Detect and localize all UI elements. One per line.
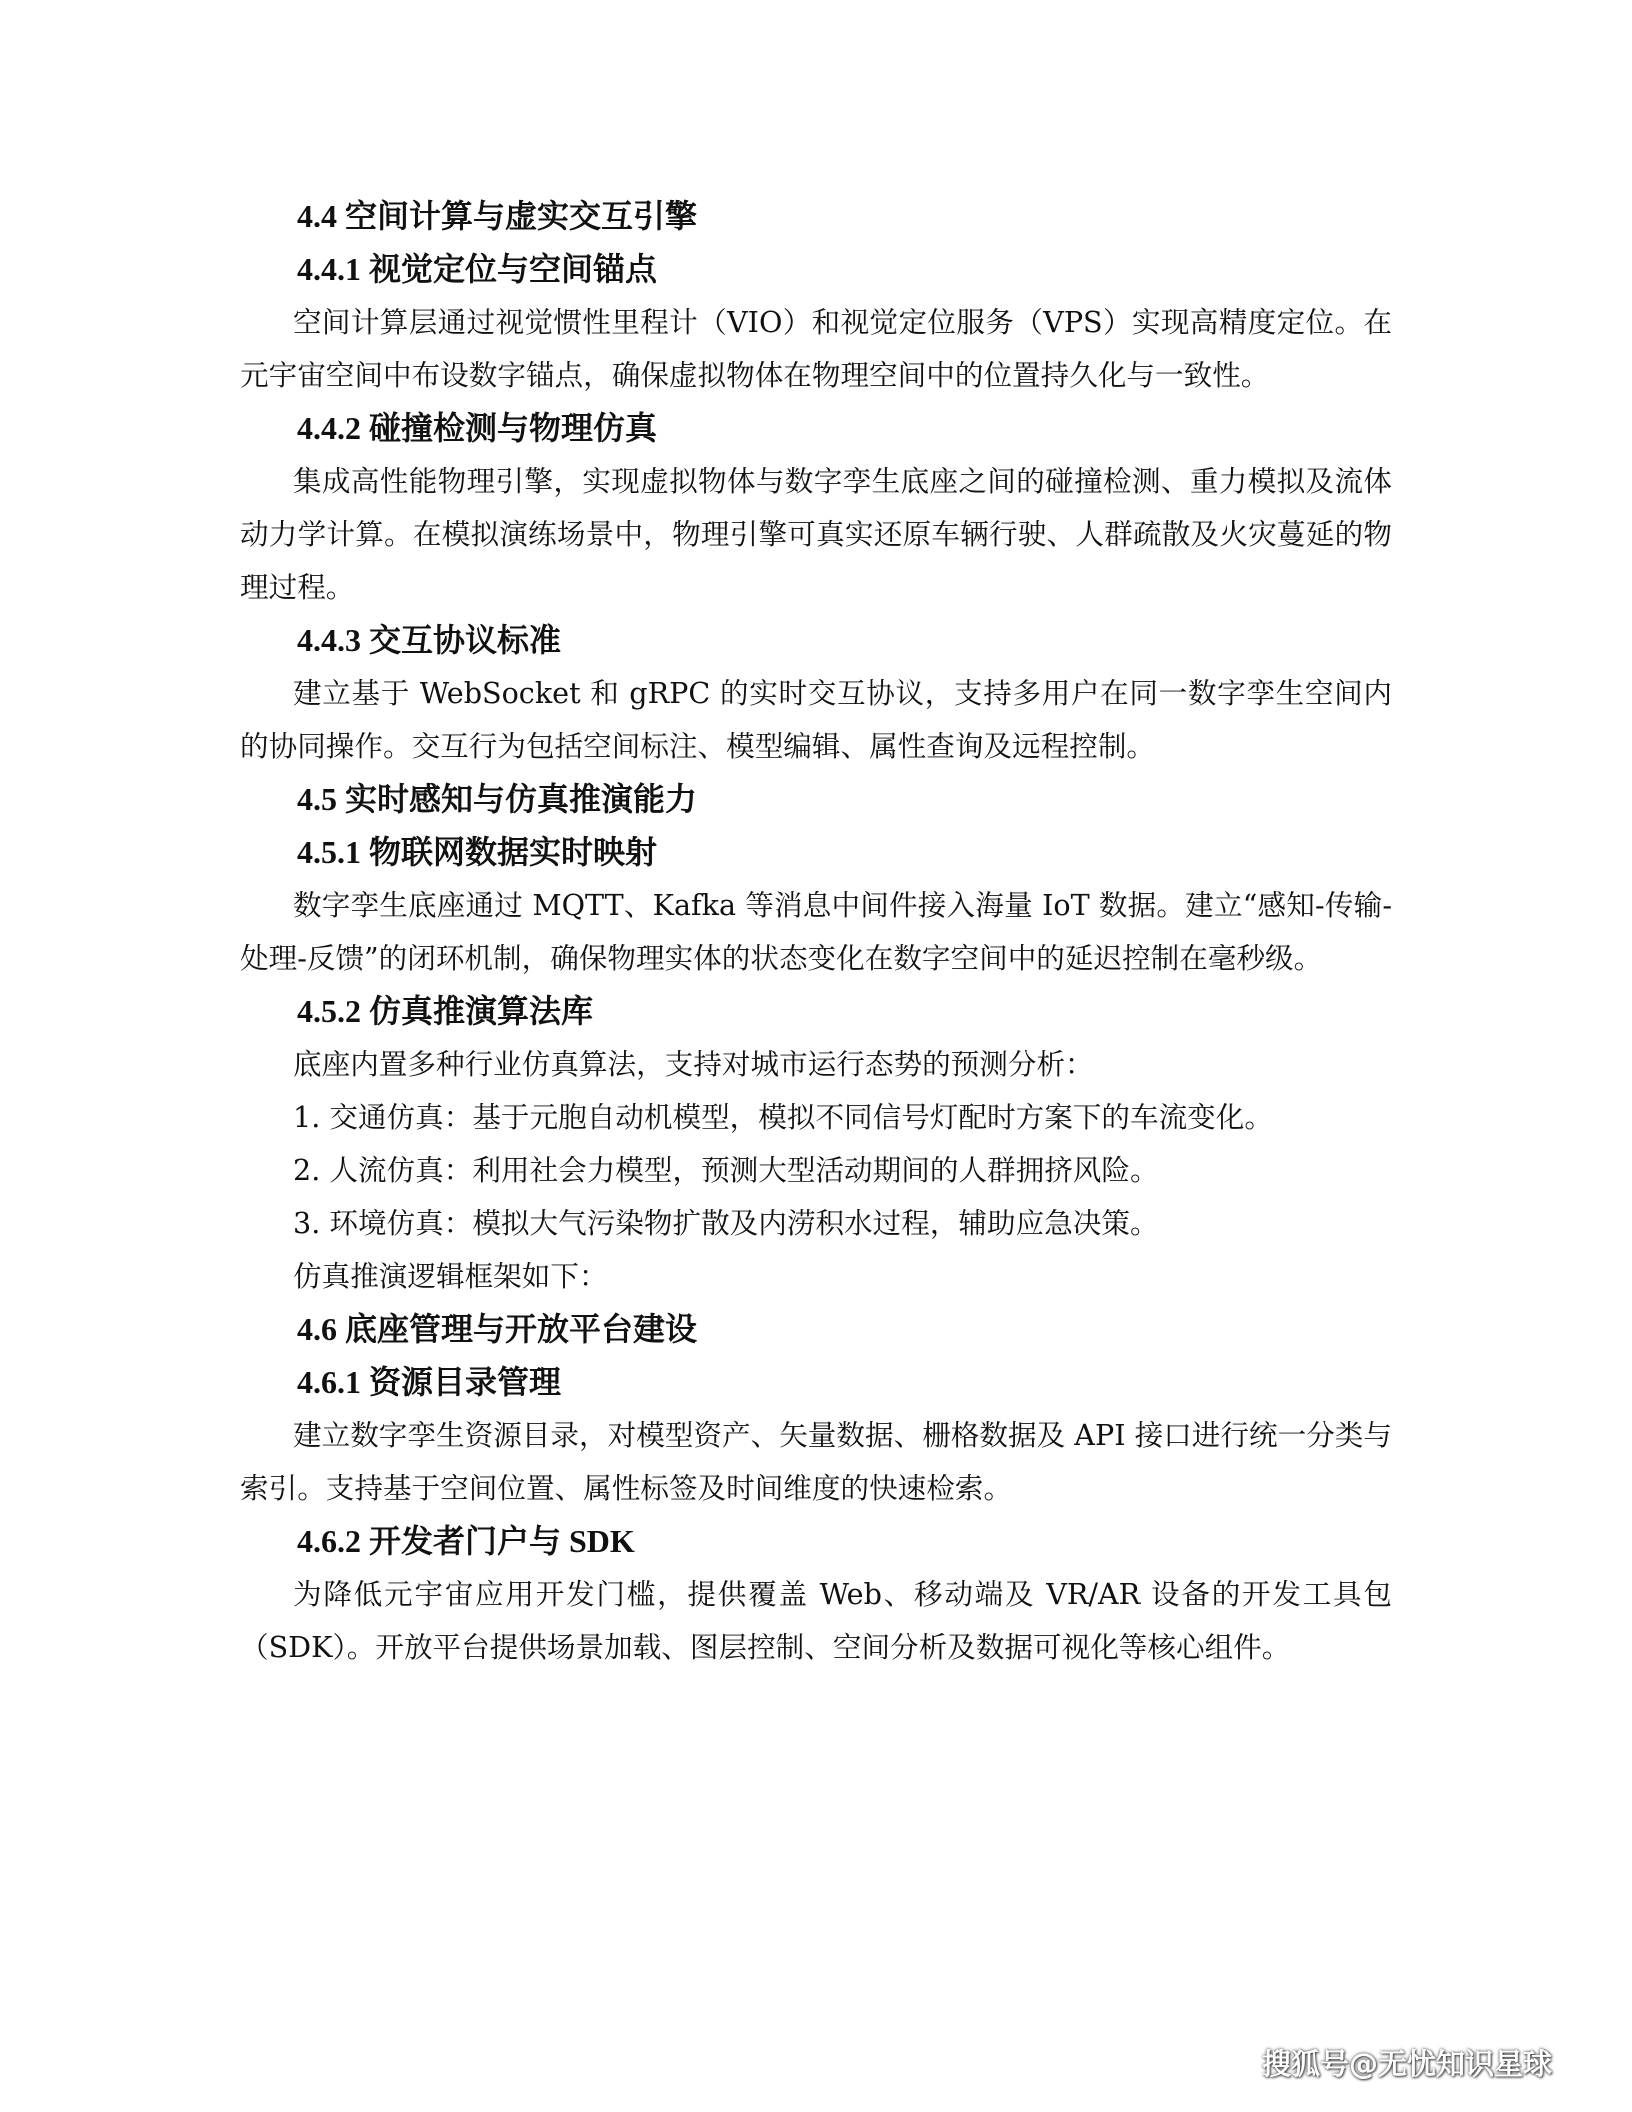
list-item: 3. 环境仿真：模拟大气污染物扩散及内涝积水过程，辅助应急决策。 xyxy=(293,1206,1159,1240)
watermark: 搜狐号@无忧知识星球 xyxy=(1262,2047,1553,2081)
subsection-heading: 4.6.1 资源目录管理 xyxy=(297,1364,562,1400)
paragraph: 底座内置多种行业仿真算法，支持对城市运行态势的预测分析： xyxy=(293,1047,1094,1081)
paragraph: 集成高性能物理引擎，实现虚拟物体与数字孪生底座之间的碰撞检测、重力模拟及流体动力学计算。在模拟演练场景中，物理引擎可真实还原车辆行驶、人群疏散及火灾蔓延的物理过程。 xyxy=(240,464,1392,604)
subsection-heading: 4.5.1 物联网数据实时映射 xyxy=(297,834,658,870)
subsection-heading: 4.6.2 开发者门户与 SDK xyxy=(297,1523,635,1559)
subsection-heading: 4.4.3 交互协议标准 xyxy=(297,622,562,658)
paragraph: 建立数字孪生资源目录，对模型资产、矢量数据、栅格数据及 API 接口进行统一分类与索引。支持基于空间位置、属性标签及时间维度的快速检索。 xyxy=(240,1418,1392,1505)
section-heading: 4.6 底座管理与开放平台建设 xyxy=(297,1311,698,1347)
list-item: 1. 交通仿真：基于元胞自动机模型，模拟不同信号灯配时方案下的车流变化。 xyxy=(293,1100,1273,1134)
subsection-heading: 4.4.2 碰撞检测与物理仿真 xyxy=(297,410,658,446)
paragraph: 数字孪生底座通过 MQTT、Kafka 等消息中间件接入海量 IoT 数据。建立“感知-传输-处理-反馈”的闭环机制，确保物理实体的状态变化在数字空间中的延迟控制在毫秒级。 xyxy=(240,888,1392,975)
subsection-heading: 4.4.1 视觉定位与空间锚点 xyxy=(297,251,658,287)
paragraph: 空间计算层通过视觉惯性里程计（VIO）和视觉定位服务（VPS）实现高精度定位。在元宇宙空间中布设数字锚点，确保虚拟物体在物理空间中的位置持久化与一致性。 xyxy=(240,305,1392,392)
section-heading: 4.5 实时感知与仿真推演能力 xyxy=(297,781,698,817)
paragraph: 仿真推演逻辑框架如下： xyxy=(293,1259,608,1293)
list-item: 2. 人流仿真：利用社会力模型，预测大型活动期间的人群拥挤风险。 xyxy=(293,1153,1159,1187)
section-heading: 4.4 空间计算与虚实交互引擎 xyxy=(297,198,698,234)
paragraph: 建立基于 WebSocket 和 gRPC 的实时交互协议，支持多用户在同一数字孪生空间内的协同操作。交互行为包括空间标注、模型编辑、属性查询及远程控制。 xyxy=(240,676,1392,763)
paragraph: 为降低元宇宙应用开发门槛，提供覆盖 Web、移动端及 VR/AR 设备的开发工具包（SDK）。开放平台提供场景加载、图层控制、空间分析及数据可视化等核心组件。 xyxy=(240,1577,1392,1664)
document-body xyxy=(240,190,1392,1674)
subsection-heading: 4.5.2 仿真推演算法库 xyxy=(297,993,594,1029)
